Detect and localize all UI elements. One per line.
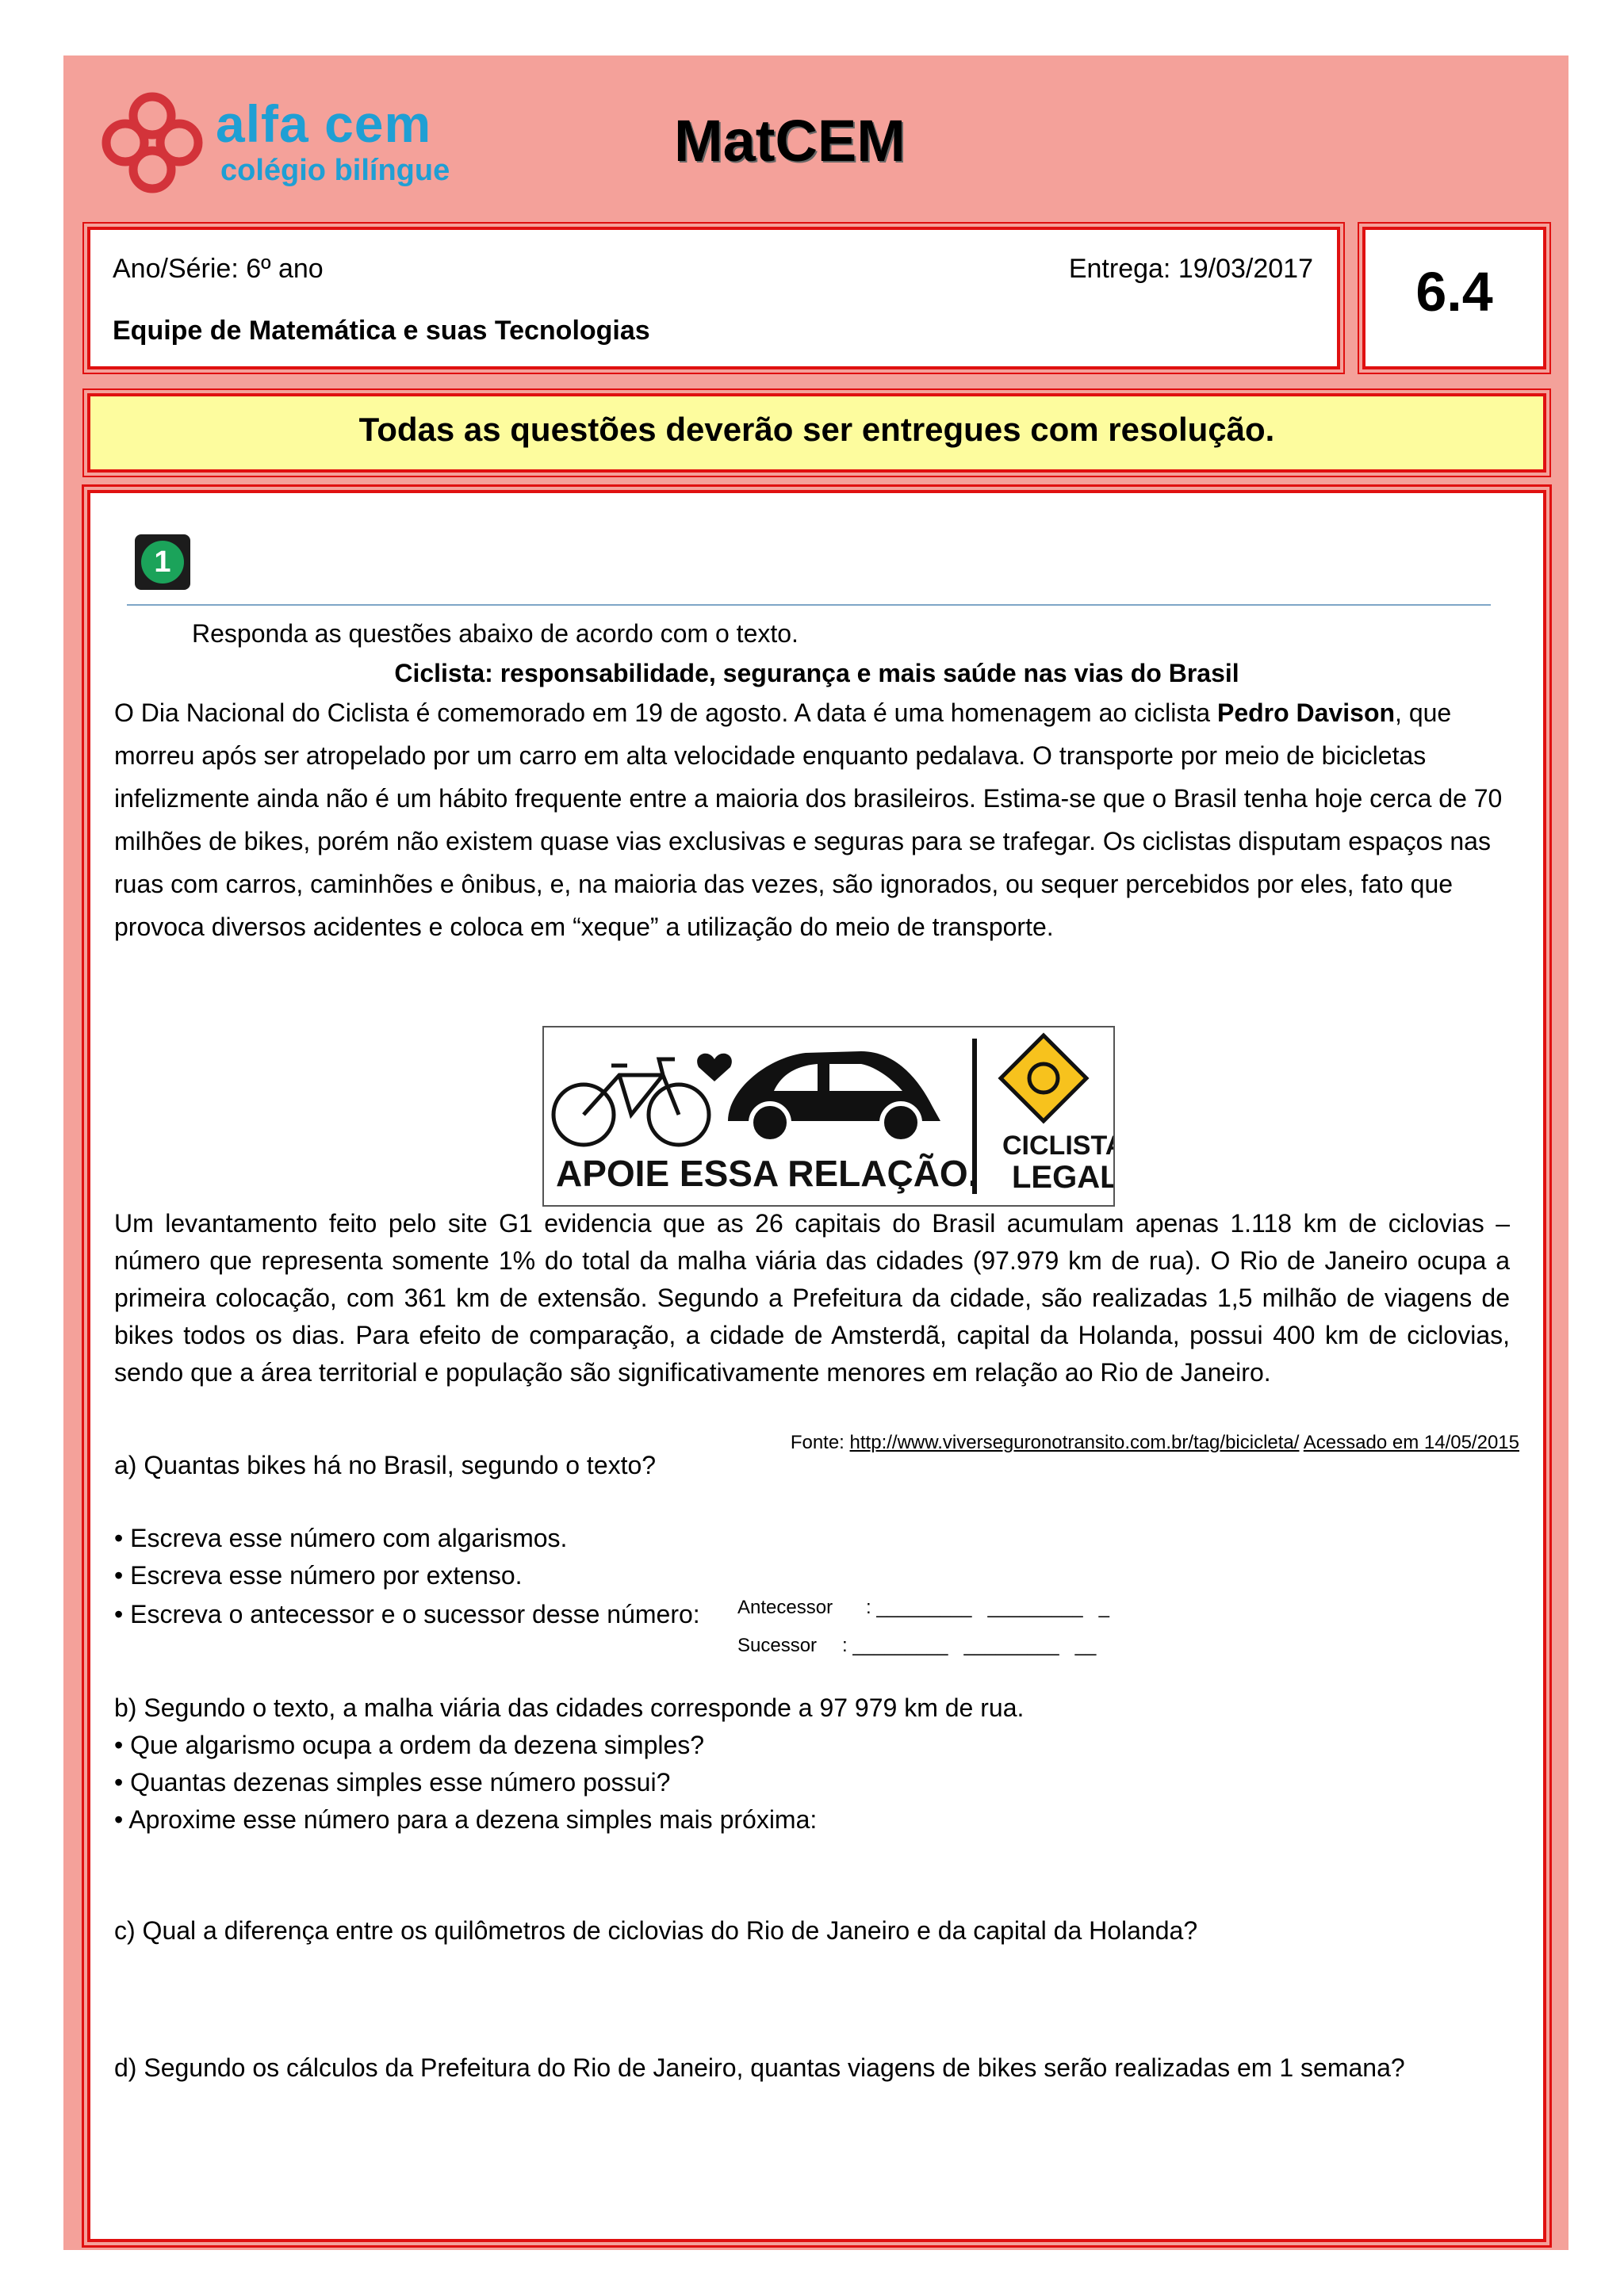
team-label: Equipe de Matemática e suas Tecnologias <box>113 316 650 346</box>
worksheet-code: 6.4 <box>1415 261 1493 323</box>
source-access-date: Acessado em 14/05/2015 <box>1303 1432 1519 1453</box>
question-d: d) Segundo os cálculos da Prefeitura do Rio de Janeiro, quantas viagens de bikes serão realizadas em 1 semana? <box>114 2053 1405 2082</box>
grade-label: Ano/Série: 6º ano <box>113 254 324 284</box>
page-title: MatCEM <box>674 108 906 174</box>
notice-box <box>87 393 1546 473</box>
divider <box>127 604 1491 606</box>
question-b-item-2: • Quantas dezenas simples esse número possui? <box>114 1768 671 1797</box>
question-box <box>87 490 1546 2242</box>
successor-label: Sucessor <box>737 1635 818 1656</box>
question-a-item-1: • Escreva esse número com algarismos. <box>114 1524 568 1552</box>
question-a-item-2: • Escreva esse número por extenso. <box>114 1561 523 1590</box>
successor-blanks[interactable]: : _________ _________ __ <box>842 1635 1097 1656</box>
predecessor-label: Antecessor <box>737 1597 833 1618</box>
notice-text: Todas as questões deverão ser entregues com resolução. <box>358 411 1275 448</box>
item-text: Quantas dezenas simples esse número possui? <box>130 1768 671 1797</box>
due-date: Entrega: 19/03/2017 <box>1068 254 1313 284</box>
para1-name: Pedro Davison <box>1216 698 1396 727</box>
banner-right-text-2: LEGAL <box>1012 1160 1113 1195</box>
article-paragraph-2: Um levantamento feito pelo site G1 evidencia que as 26 capitais do Brasil acumulam apenas 1.118 km de ciclovias – número que representa somente 1% do total da malha viária das cidades (97.979 km de rua). O Rio de Janeiro ocupa a primeira colocação, com 361 km de extensão. Segundo a Prefeitura da cidade, são realizadas 1,5 milhão de viagens de bikes todos os dias. Para efeito de comparação, a cidade de Amsterdã, capital da Holanda, possui 400 km de ciclovias, sendo que a área territorial e população são significativamente menores em relação ao Rio de Janeiro. <box>114 1209 1510 1387</box>
worksheet-code-box <box>1362 227 1546 369</box>
instruction: Responda as questões abaixo de acordo com o texto. <box>192 619 799 648</box>
knot-logo-icon <box>97 87 208 198</box>
question-c: c) Qual a diferença entre os quilômetros de ciclovias do Rio de Janeiro e da capital da Holanda? <box>114 1916 1198 1945</box>
para1-text: O Dia Nacional do Ciclista é comemorado em 19 de agosto. A data é uma homenagem ao ciclista <box>114 698 1217 727</box>
question-b-item-3: • Aproxime esse número para a dezena simples mais próxima: <box>114 1805 818 1834</box>
item-text: Escreva o antecessor e o sucessor desse número: <box>130 1600 700 1628</box>
item-text: Que algarismo ocupa a ordem da dezena simples? <box>130 1731 705 1759</box>
school-logo <box>97 87 477 206</box>
question-a-item-3: • Escreva o antecessor e o sucessor desse número: <box>114 1600 700 1628</box>
banner-left-text: APOIE ESSA RELAÇÃO. <box>556 1153 979 1194</box>
banner-right-text-1: CICLISTA <box>1002 1131 1113 1161</box>
article-title: Ciclista: responsabilidade, segurança e mais saúde nas vias do Brasil <box>394 659 1239 687</box>
source-citation <box>791 1432 1519 1454</box>
item-text: Escreva esse número por extenso. <box>130 1561 523 1590</box>
logo-name: alfa cem <box>216 94 432 153</box>
question-number: 1 <box>141 541 184 584</box>
info-box <box>87 227 1340 369</box>
source-label: Fonte: <box>790 1432 850 1453</box>
question-number-badge <box>135 534 190 590</box>
item-text: Escreva esse número com algarismos. <box>130 1524 568 1552</box>
campaign-banner <box>542 1026 1115 1207</box>
article-paragraph-1 <box>114 691 1510 948</box>
para1-text-cont: , que morreu após ser atropelado por um carro em alta velocidade enquanto pedalava. O transporte por meio de bicicletas infelizmente ainda não é um hábito frequente entre a maioria dos brasileiros. Estima-se que o Brasil tenha hoje cerca de 70 milhões de bikes, porém não existem quase vias exclusivas e seguras para se trafegar. Os ciclistas disputam espaços nas ruas com carros, caminhões e ônibus, e, na maioria das vezes, são ignorados, ou sequer percebidos por eles, fato que provoca diversos acidentes e coloca em “xeque” a utilização do meio de transporte. <box>114 698 1503 941</box>
question-b-item-1: • Que algarismo ocupa a ordem da dezena simples? <box>114 1731 705 1759</box>
question-b: b) Segundo o texto, a malha viária das cidades corresponde a 97 979 km de rua. <box>114 1693 1025 1722</box>
item-text: Aproxime esse número para a dezena simples mais próxima: <box>128 1805 818 1834</box>
logo-subtitle: colégio bilíngue <box>220 154 450 187</box>
bike-car-illustration-icon <box>544 1027 1113 1205</box>
source-link[interactable]: http://www.viverseguronotransito.com.br/tag/bicicleta/ <box>849 1432 1300 1453</box>
predecessor-blanks[interactable]: : _________ _________ _ <box>866 1597 1109 1618</box>
question-a: a) Quantas bikes há no Brasil, segundo o texto? <box>114 1451 657 1479</box>
